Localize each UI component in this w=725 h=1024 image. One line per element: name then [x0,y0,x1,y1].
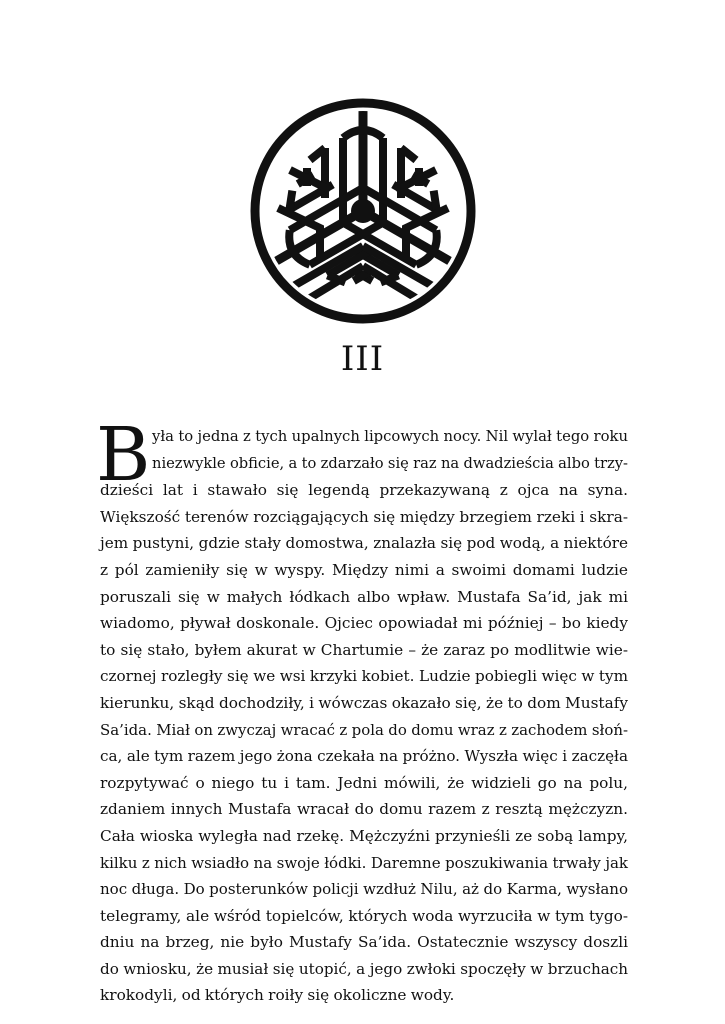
paragraph-line: jem pustyni, gdzie stały domostwa, znalazła się pod wodą, a niektóre [100,534,628,553]
paragraph-line: wiadomo, pływał doskonale. Ojciec opowiadał mi później – bo kiedy [100,614,628,633]
paragraph-line: dzieści lat i stawało się legendą przekazywaną z ojca na syna. [100,481,628,500]
paragraph-line: yła to jedna z tych upalnych lipcowych nocy. Nil wylał tego roku [152,428,628,445]
paragraph-line: z pól zamieniły się w wyspy. Między nimi a swoimi domami ludzie [100,560,628,579]
chapter-paragraph [96,412,628,1009]
chapter-number: III [340,339,385,379]
paragraph-line: Sa’ida. Miał on zwyczaj wracać z pola do domu wraz z zachodem słoń- [100,720,628,739]
labyrinth-emblem-icon [250,98,476,324]
paragraph-line: poruszali się w małych łódkach albo wpław. Mustafa Sa’id, jak mi [100,587,628,606]
paragraph-line: do wniosku, że musiał się utopić, a jego zwłoki spoczęły w brzuchach [100,959,628,978]
paragraph-line: czornej rozległy się we wsi krzyki kobiet. Ludzie pobiegli więc w tym [100,667,628,686]
paragraph-line: rozpytywać o niego tu i tam. Jedni mówili, że widzieli go na polu, [100,773,628,792]
paragraph-line: Cała wioska wyległa nad rzekę. Mężczyźni przynieśli ze sobą lampy, [100,826,628,845]
paragraph-line: kierunku, skąd dochodziły, i wówczas okazało się, że to dom Mustafy [100,693,628,712]
paragraph-line: to się stało, byłem akurat w Chartumie – że zaraz po modlitwie wie- [100,640,628,659]
paragraph-line: kilku z nich wsiadło na swoje łódki. Daremne poszukiwania trwały jak [100,853,628,872]
paragraph-line: Większość terenów rozciągających się między brzegiem rzeki i skra- [100,507,628,526]
paragraph-line: ca, ale tym razem jego żona czekała na próżno. Wyszła więc i zaczęła [100,747,628,766]
paragraph-line: dniu na brzeg, nie było Mustafy Sa’ida. Ostatecznie wszyscy doszli [100,933,628,952]
paragraph-line: telegramy, ale wśród topielców, których woda wyrzuciła w tym tygo- [100,906,628,925]
paragraph-line: zdaniem innych Mustafa wracał do domu razem z resztą mężczyzn. [100,800,628,819]
paragraph-line: noc długa. Do posterunków policji wzdłuż Nilu, aż do Karma, wysłano [100,880,628,899]
paragraph-line: krokodyli, od których roiły się okoliczne wody. [100,986,455,1005]
paragraph-line: niezwykle obficie, a to zdarzało się raz na dwadzieścia albo trzy- [152,454,628,472]
drop-cap: B [96,412,151,498]
